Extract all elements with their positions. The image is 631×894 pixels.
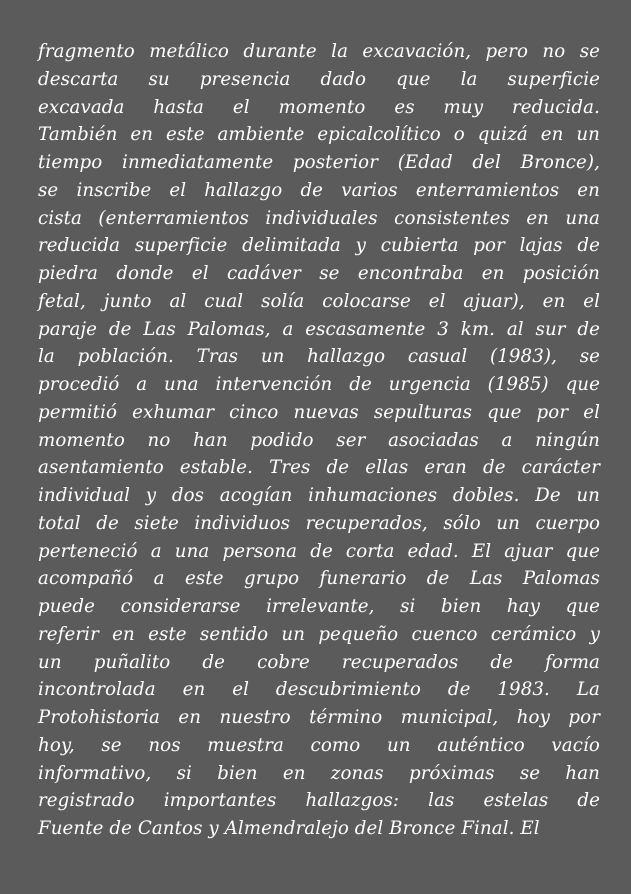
text-line: se inscribe el hallazgo de varios enterramientos en bbox=[38, 179, 600, 201]
text-line: descarta su presencia dado que la superficie bbox=[38, 68, 600, 90]
text-line: paraje de Las Palomas, a escasamente 3 km. al sur de bbox=[38, 318, 600, 340]
text-line: registrado importantes hallazgos: las estelas de bbox=[38, 790, 600, 812]
text-line: total de siete individuos recuperados, sólo un cuerpo bbox=[38, 512, 600, 534]
text-line: la población. Tras un hallazgo casual (1983), se bbox=[38, 346, 600, 368]
text-line: cista (enterramientos individuales consistentes en una bbox=[38, 207, 600, 229]
text-line: incontrolada en el descubrimiento de 1983. La bbox=[38, 679, 600, 701]
text-line: fetal, junto al cual solía colocarse el ajuar), en el bbox=[38, 290, 600, 312]
text-line: un puñalito de cobre recuperados de forma bbox=[38, 651, 600, 673]
text-line: fragmento metálico durante la excavación, pero no se bbox=[38, 41, 600, 62]
text-line: reducida superficie delimitada y cubierta por lajas de bbox=[38, 235, 600, 257]
text-line: excavada hasta el momento es muy reducida. bbox=[38, 96, 600, 118]
text-line: tiempo inmediatamente posterior (Edad del Bronce), bbox=[38, 152, 600, 173]
text-line: permitió exhumar cinco nuevas sepulturas que por el bbox=[38, 401, 600, 423]
text-line: Fuente de Cantos y Almendralejo del Bronce Final. El bbox=[38, 818, 540, 839]
text-line: acompañó a este grupo funerario de Las Palomas bbox=[38, 568, 600, 590]
text-line: individual y dos acogían inhumaciones dobles. De un bbox=[38, 485, 600, 506]
text-line: asentamiento estable. Tres de ellas eran de carácter bbox=[38, 457, 600, 479]
text-line: piedra donde el cadáver se encontraba en posición bbox=[38, 263, 600, 284]
text-line: También en este ambiente epicalcolítico o quizá en un bbox=[38, 124, 600, 146]
text-line: perteneció a una persona de corta edad. El ajuar que bbox=[38, 540, 600, 562]
text-line: Protohistoria en nuestro término municipal, hoy por bbox=[38, 707, 600, 728]
text-line: hoy, se nos muestra como un auténtico vacío bbox=[38, 734, 600, 756]
text-line: procedió a una intervención de urgencia (1985) que bbox=[38, 374, 600, 395]
body-paragraph bbox=[38, 38, 600, 843]
text-line: momento no han podido ser asociadas a ningún bbox=[38, 429, 600, 451]
text-line: puede considerarse irrelevante, si bien hay que bbox=[38, 596, 600, 617]
text-line: referir en este sentido un pequeño cuenco cerámico y bbox=[38, 623, 600, 645]
text-line: informativo, si bien en zonas próximas se han bbox=[38, 762, 600, 784]
